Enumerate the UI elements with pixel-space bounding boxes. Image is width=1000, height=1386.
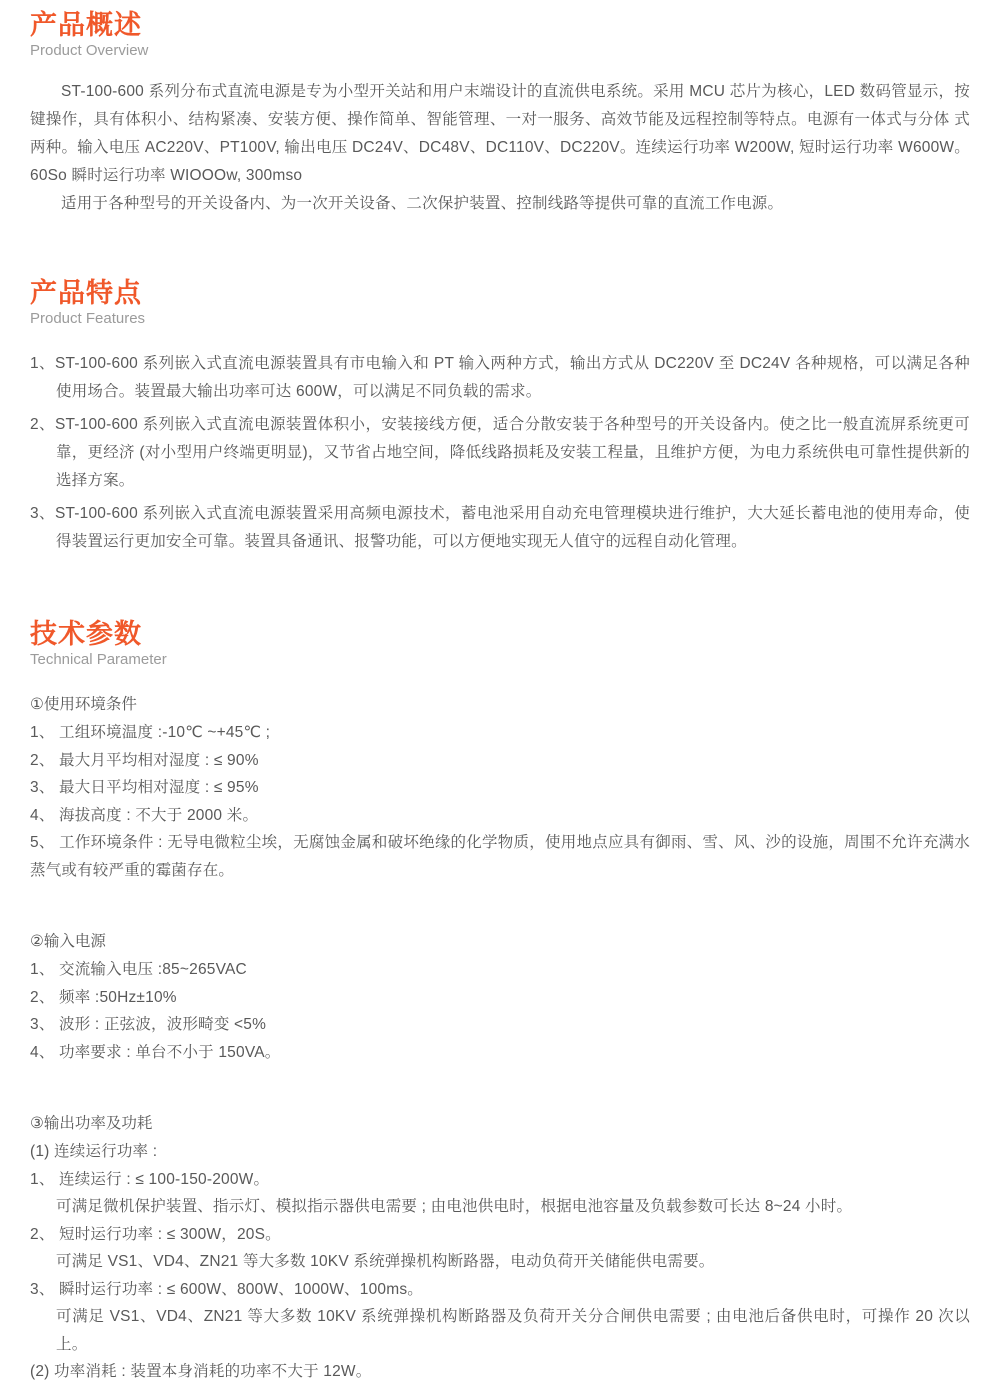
param-item: 5、 工作环境条件 : 无导电微粒尘埃，无腐蚀金属和破坏绝缘的化学物质，使用地点应具有御雨、雪、风、沙的设施，周围不允许充满水蒸气或有较严重的霉菌存在。 <box>30 834 970 879</box>
param-group-heading: ①使用环境条件 <box>30 696 137 714</box>
param-item: 1、 连续运行 : ≤ 100-150-200W。 <box>30 1170 270 1188</box>
param-group-environment <box>30 691 970 884</box>
overview-paragraph-2: 适用于各种型号的开关设备内、为一次开关设备、二次保护装置、控制线路等提供可靠的直流工作电源。 <box>61 195 784 213</box>
param-item: 2、 频率 :50Hz±10% <box>30 988 177 1006</box>
overview-subtitle: Product Overview <box>30 42 149 60</box>
feature-item <box>30 411 970 495</box>
param-item: 2、 短时运行功率 : ≤ 300W，20S。 <box>30 1225 281 1243</box>
technical-section-header <box>30 619 970 667</box>
param-group-heading: ③输出功率及功耗 <box>30 1115 153 1133</box>
technical-title: 技术参数 <box>30 619 142 650</box>
feature-item <box>30 500 970 556</box>
param-item: 3、 瞬时运行功率 : ≤ 600W、800W、1000W、100ms。 <box>30 1280 423 1298</box>
overview-paragraph-1: ST-100-600 系列分布式直流电源是专为小型开关站和用户末端设计的直流供电系统。采用 MCU 芯片为核心，LED 数码管显示，按 键操作，具有体积小、结构紧凑、安装方便、操作简单、智能管理、一对一服务、高效节能及远程控制等特点。电源有一体式与分体 式两种。输入电压 AC220V、PT100V, 输出电压 DC24V、DC48V、DC110V、DC220V。连续运行功率 W200W, 短时运行功率 W600W。 60So 瞬时运行功率 WIOOOw, 300mso <box>30 83 970 185</box>
feature-item-text: ST-100-600 系列嵌入式直流电源装置采用高频电源技术，蓄电池采用自动充电管理模块进行维护，大大延长蓄电池的使用寿命，使得装置运行更加安全可靠。装置具备通讯、报警功能，可以方便地实现无人值守的远程自动化管理。 <box>54 505 970 551</box>
overview-title: 产品概述 <box>30 10 142 40</box>
technical-subtitle: Technical Parameter <box>30 651 167 669</box>
param-group-heading: ②输入电源 <box>30 933 106 951</box>
features-title: 产品特点 <box>30 278 142 309</box>
feature-item-number: 1、 <box>30 355 55 373</box>
feature-item-number: 2、 <box>30 416 55 434</box>
overview-section-header <box>30 10 970 58</box>
param-item: 3、 最大日平均相对湿度 : ≤ 95% <box>30 779 259 797</box>
spacer <box>30 218 970 278</box>
technical-body <box>30 691 970 1386</box>
param-item: 3、 波形 : 正弦波，波形畸变 <5% <box>30 1016 267 1034</box>
features-list <box>30 350 970 556</box>
param-item: (1) 连续运行功率 : <box>30 1143 158 1161</box>
features-section-header <box>30 278 970 326</box>
param-item: 2、 最大月平均相对湿度 : ≤ 90% <box>30 751 259 769</box>
param-item: 4、 海拔高度 : 不大于 2000 米。 <box>30 806 259 824</box>
features-subtitle: Product Features <box>30 310 146 328</box>
overview-body <box>30 78 970 218</box>
param-item: 4、 功率要求 : 单台不小于 150VA。 <box>30 1043 281 1061</box>
param-item: 1、 工组环境温度 :-10℃ ~+45℃ ; <box>30 724 271 742</box>
param-item-subtext: 可满足微机保护装置、指示灯、模拟指示器供电需要 ; 由电池供电时，根据电池容量及负载参数可长达 8~24 小时。 <box>56 1198 853 1216</box>
feature-item <box>30 350 970 406</box>
param-group-output-power <box>30 1110 970 1386</box>
spacer <box>30 561 970 619</box>
param-group-input-power <box>30 928 970 1066</box>
feature-item-text: ST-100-600 系列嵌入式直流电源装置具有市电输入和 PT 输入两种方式，输出方式从 DC220V 至 DC24V 各种规格，可以满足各种使用场合。装置最大输出功率可达 600W，可以满足不同负载的需求。 <box>54 355 971 401</box>
param-item: (2) 功率消耗 : 装置本身消耗的功率不大于 12W。 <box>30 1363 372 1381</box>
param-item-subtext: 可满足 VS1、VD4、ZN21 等大多数 10KV 系统弹操机构断路器，电动负荷开关储能供电需要。 <box>56 1253 715 1271</box>
feature-item-number: 3、 <box>30 505 55 523</box>
feature-item-text: ST-100-600 系列嵌入式直流电源装置体积小，安装接线方便，适合分散安装于各种型号的开关设备内。使之比一般直流屏系统更可靠，更经济 (对小型用户终端更明显)，又节省占地空间，降低线路损耗及安装工程量，且维护方便，为电力系统供电可靠性提供新的选择方案。 <box>54 416 970 490</box>
param-item: 1、 交流输入电压 :85~265VAC <box>30 961 247 979</box>
param-item-subtext: 可满足 VS1、VD4、ZN21 等大多数 10KV 系统弹操机构断路器及负荷开关分合闸供电需要 ; 由电池后备供电时，可操作 20 次以上。 <box>56 1308 970 1353</box>
